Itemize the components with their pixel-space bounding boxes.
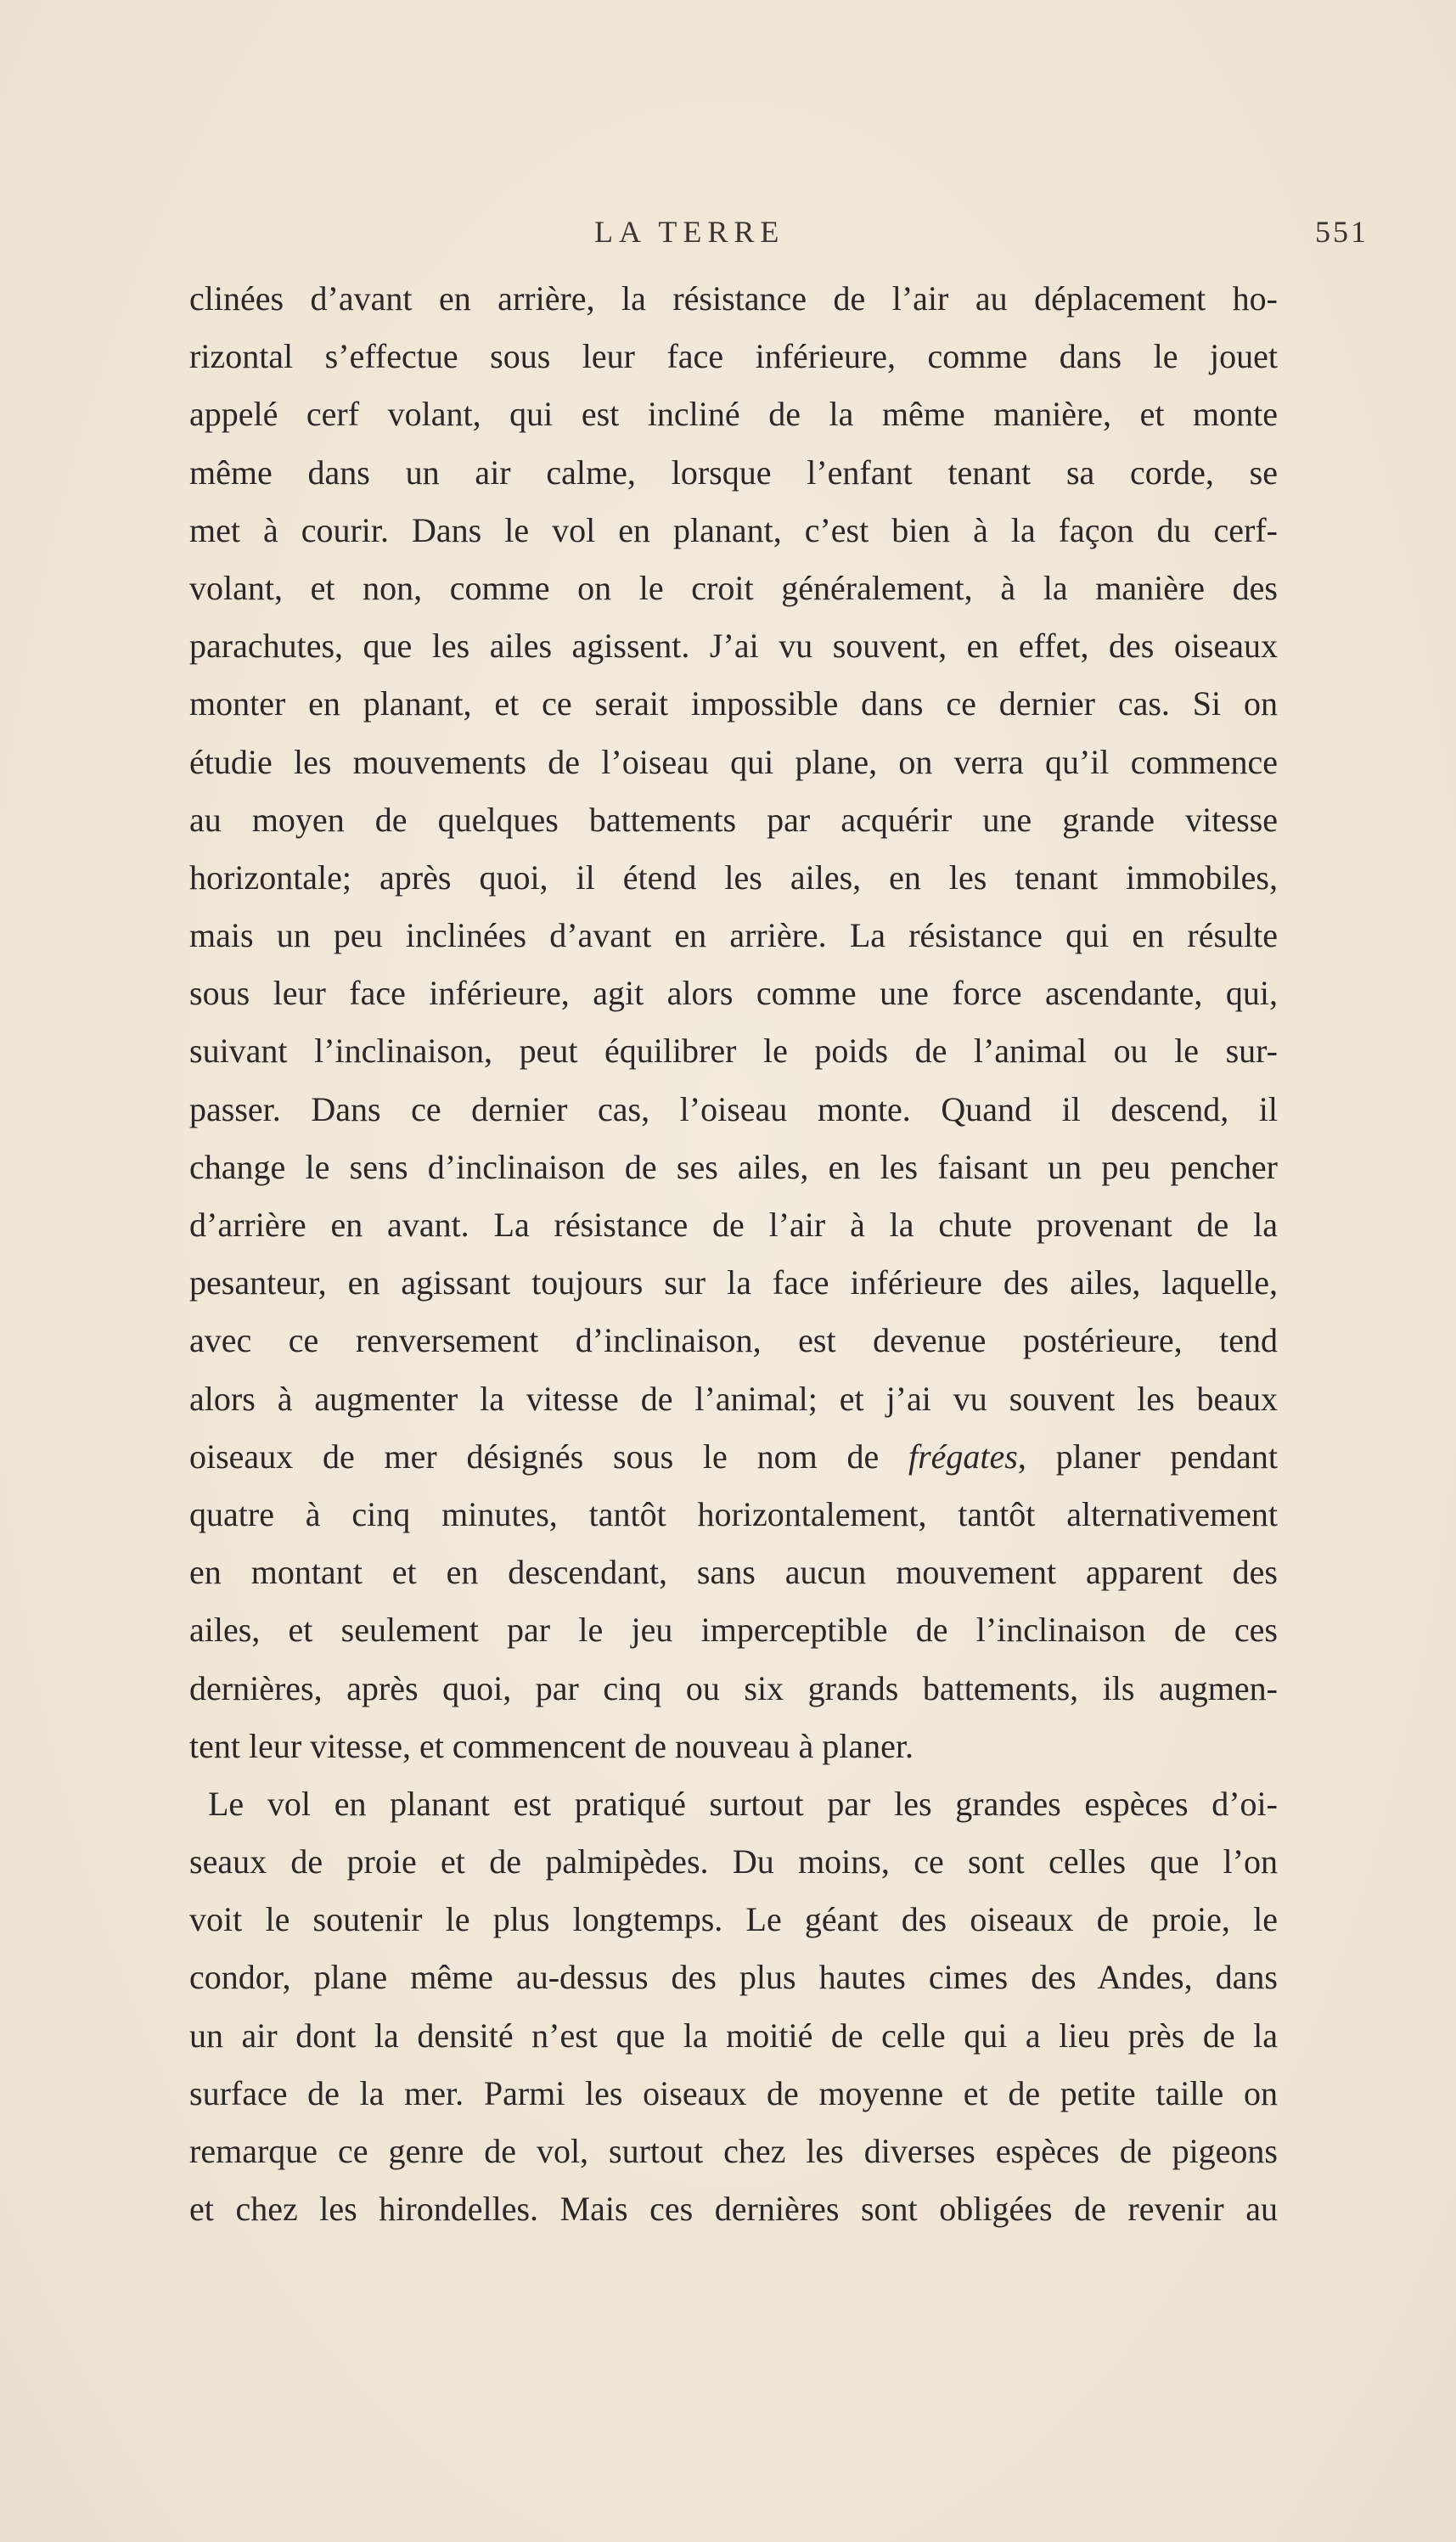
text-line: Le vol en planant est pratiqué surtout par les grandes espèces d’oi- xyxy=(208,1784,1278,1823)
italic-term: frégates xyxy=(908,1437,1018,1476)
text-line: et chez les hirondelles. Mais ces dernières sont obligées de revenir au xyxy=(189,2190,1278,2229)
text-line: appelé cerf volant, qui est incliné de la même manière, et monte xyxy=(189,395,1278,434)
text-line: surface de la mer. Parmi les oiseaux de moyenne et de petite taille on xyxy=(189,2073,1278,2112)
text-line: avec ce renversement d’inclinaison, est devenue postérieure, tend xyxy=(189,1321,1278,1360)
text-line: étudie les mouvements de l’oiseau qui plane, on verra qu’il commence xyxy=(189,742,1278,781)
text-line: parachutes, que les ailes agissent. J’ai vu souvent, en effet, des oiseaux xyxy=(189,627,1278,666)
text-line: passer. Dans ce dernier cas, l’oiseau monte. Quand il descend, il xyxy=(189,1089,1278,1128)
text-line: alors à augmenter la vitesse de l’animal; et j’ai vu souvent les beaux xyxy=(189,1379,1278,1418)
text-line: mais un peu inclinées d’avant en arrière. La résistance qui en résulte xyxy=(189,916,1278,955)
text-line: dernières, après quoi, par cinq ou six grands battements, ils augmen- xyxy=(189,1668,1278,1707)
text-line: rizontal s’effectue sous leur face inférieure, comme dans le jouet xyxy=(189,337,1278,376)
running-title: LA TERRE xyxy=(594,215,785,249)
text-line: au moyen de quelques battements par acquérir une grande vitesse xyxy=(189,800,1278,839)
page-header xyxy=(594,214,1409,265)
text-line: d’arrière en avant. La résistance de l’air à la chute provenant de la xyxy=(189,1206,1278,1244)
text-line: remarque ce genre de vol, surtout chez les diverses espèces de pigeons xyxy=(189,2132,1278,2170)
text-line: seaux de proie et de palmipèdes. Du moins, ce sont celles que l’on xyxy=(189,1842,1278,1881)
text-line-with-italic: oiseaux de mer désignés sous le nom de frégates, planer pendant xyxy=(189,1437,1278,1476)
text-line: volant, et non, comme on le croit généralement, à la manière des xyxy=(189,568,1278,607)
text-line: un air dont la densité n’est que la moitié de celle qui a lieu près de la xyxy=(189,2016,1278,2055)
text-line: en montant et en descendant, sans aucun mouvement apparent des xyxy=(189,1553,1278,1592)
page-number: 551 xyxy=(1315,215,1369,249)
text-line: même dans un air calme, lorsque l’enfant tenant sa corde, se xyxy=(189,453,1278,492)
text-line: voit le soutenir le plus longtemps. Le géant des oiseaux de proie, le xyxy=(189,1900,1278,1939)
text-line: pesanteur, en agissant toujours sur la face inférieure des ailes, laquelle, xyxy=(189,1263,1278,1302)
text-line: met à courir. Dans le vol en planant, c’est bien à la façon du cerf- xyxy=(189,510,1278,549)
text-line: sous leur face inférieure, agit alors comme une force ascendante, qui, xyxy=(189,974,1278,1013)
text-line: condor, plane même au-dessus des plus hautes cimes des Andes, dans xyxy=(189,1958,1278,1997)
text-line: suivant l’inclinaison, peut équilibrer le poids de l’animal ou le sur- xyxy=(189,1032,1278,1071)
text-line: quatre à cinq minutes, tantôt horizontalement, tantôt alternativement xyxy=(189,1494,1278,1533)
body-text xyxy=(189,270,1278,2238)
text-line: clinées d’avant en arrière, la résistance de l’air au déplacement ho- xyxy=(189,279,1278,318)
text-line: monter en planant, et ce serait impossible dans ce dernier cas. Si on xyxy=(189,684,1278,723)
text-line: tent leur vitesse, et commencent de nouveau à planer. xyxy=(189,1726,914,1765)
text-line: ailes, et seulement par le jeu imperceptible de l’inclinaison de ces xyxy=(189,1611,1278,1650)
text-line: horizontale; après quoi, il étend les ailes, en les tenant immobiles, xyxy=(189,858,1278,897)
text-line: change le sens d’inclinaison de ses ailes, en les faisant un peu pencher xyxy=(189,1147,1278,1186)
